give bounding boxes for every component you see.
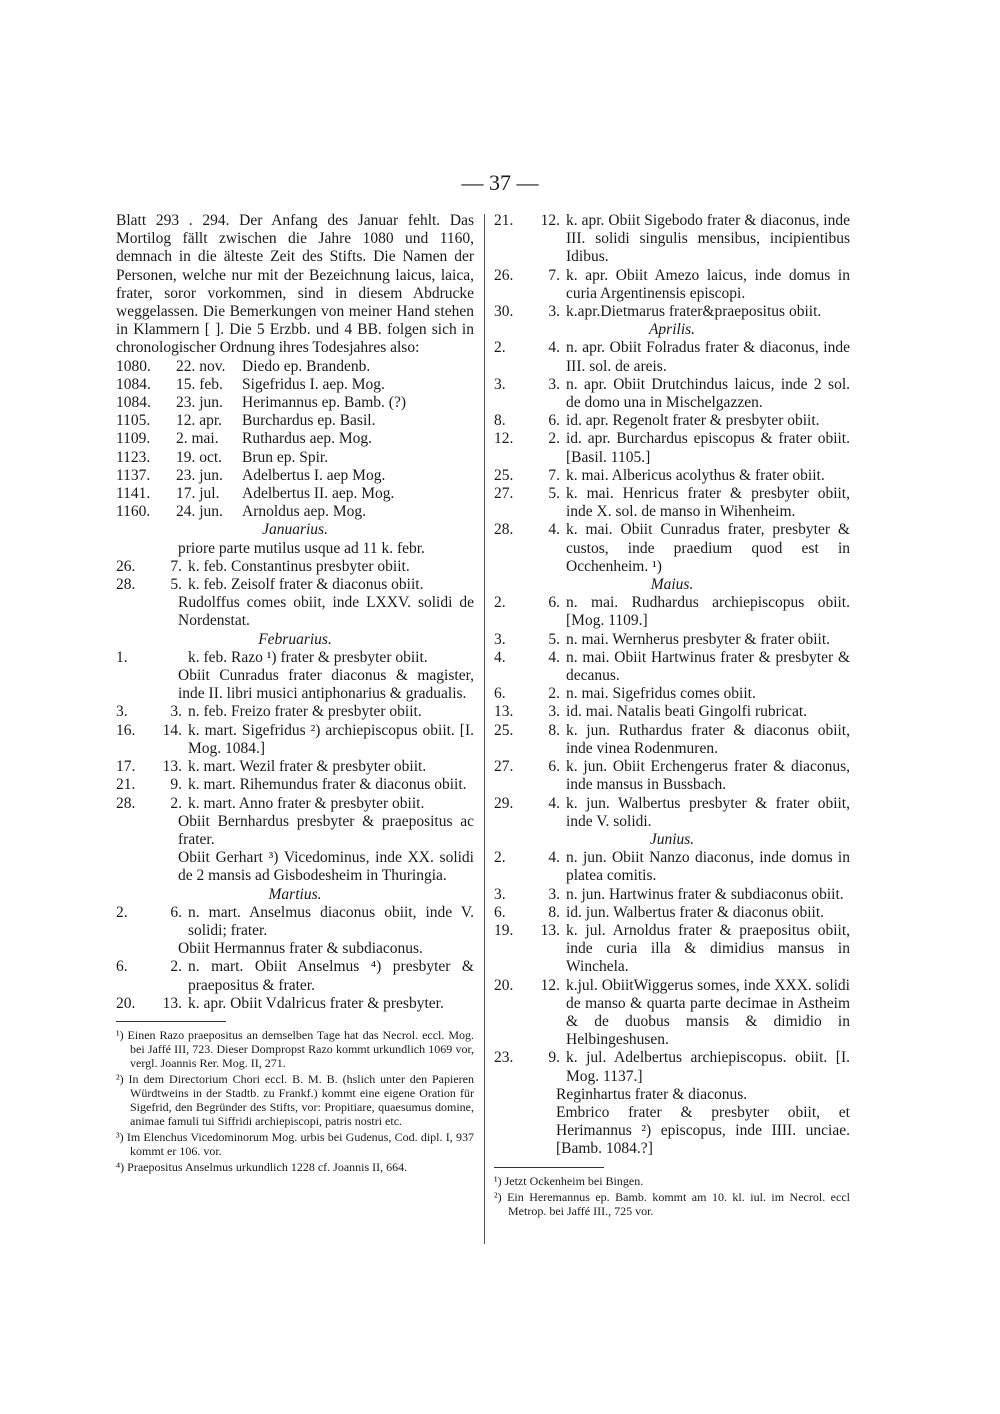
necrology-entry: 28. 5. k. feb. Zeisolf frater & diaconus obiit. bbox=[116, 576, 424, 594]
footnotes-left bbox=[116, 1021, 474, 1174]
entry-continuation: Obiit Bernhardus presbyter & praepositus ac frater. bbox=[178, 812, 474, 848]
necrology-entry: 27. 6. k. jun. Obiit Erchengerus frater & diaconus, inde mansus in Bussbach. bbox=[494, 758, 850, 794]
entry-continuation: Obiit Hermannus frater & subdiaconus. bbox=[178, 940, 423, 958]
column-divider bbox=[484, 214, 485, 1244]
necrology-entry: 2. 4. n. apr. Obiit Folradus frater & diaconus, inde III. sol. de areis. bbox=[494, 339, 850, 375]
necrology-entry: 6. 8. id. jun. Walbertus frater & diaconus obiit. bbox=[494, 903, 825, 921]
necrology-entry: 1. k. feb. Razo ¹) frater & presbyter obiit. bbox=[116, 648, 428, 666]
necrology-entry: 28. 4. k. mai. Obiit Cunradus frater, presbyter & custos, inde praedium quod est in Occhenheim. ¹) bbox=[494, 521, 850, 575]
necrology-entry: 26. 7. k. feb. Constantinus presbyter obiit. bbox=[116, 557, 410, 575]
necrology-entry: 8. 6. id. apr. Regenolt frater & presbyter obiit. bbox=[494, 412, 820, 430]
page-number: — 37 — bbox=[461, 170, 539, 195]
necrology-entry: 28. 2. k. mart. Anno frater & presbyter obiit. bbox=[116, 794, 425, 812]
necrology-entry: 27. 5. k. mai. Henricus frater & presbyter obiit, inde X. sol. de manso in Wihenheim. bbox=[494, 485, 850, 521]
necrology-entry: 2. 6. n. mart. Anselmus diaconus obiit, inde V. solidi; frater. bbox=[116, 903, 474, 939]
footnote: ²) Ein Heremannus ep. Bamb. kommt am 10. kl. iul. im Necrol. eccl Metrop. bei Jaffé III., 725 vor. bbox=[494, 1189, 850, 1218]
necrology-entry: 13. 3. id. mai. Natalis beati Gingolfi rubricat. bbox=[494, 703, 808, 721]
necrology-entry: 25. 7. k. mai. Albericus acolythus & frater obiit. bbox=[494, 466, 825, 484]
footnote: ⁴) Praepositus Anselmus urkundlich 1228 cf. Joannis II, 664. bbox=[116, 1159, 408, 1174]
footnote-rule bbox=[116, 1021, 226, 1022]
necrology-entry: 21. 9. k. mart. Rihemundus frater & diaconus obiit. bbox=[116, 776, 467, 794]
necrology-entry: 4. 4. n. mai. Obiit Hartwinus frater & presbyter & decanus. bbox=[494, 648, 850, 685]
chronology-row: 1109. 2. mai. Ruthardus aep. Mog. bbox=[116, 430, 373, 448]
month-heading-martius: Martius. bbox=[268, 885, 322, 903]
necrology-entry: 30. 3. k.apr.Dietmarus frater&praepositus obiit. bbox=[494, 303, 822, 321]
necrology-entry: 29. 4. k. jun. Walbertus presbyter & frater obiit, inde V. solidi. bbox=[494, 794, 850, 830]
necrology-entry: 12. 2. id. apr. Burchardus episcopus & frater obiit. [Basil. 1105.] bbox=[494, 430, 850, 466]
entry-continuation: Rudolffus comes obiit, inde LXXV. solidi de Nordenstat. bbox=[178, 594, 474, 630]
necrology-entry: 25. 8. k. jun. Ruthardus frater & diaconus obiit, inde vinea Rodenmuren. bbox=[494, 721, 850, 757]
footnote: ²) In dem Directorium Chori eccl. B. M. B. (hslich unter den Papieren Würdtweins in der Stadtb. zu Frankf.) kommt eine eigene Oration für Sigefrid, den Begründer des Stifts, vor: Propitiare, quaesumus domine, animae famuli tui Siffridi archiepiscopi, patris nostri etc. bbox=[116, 1071, 474, 1128]
chronology-row: 1123. 19. oct. Brun ep. Spir. bbox=[116, 448, 329, 466]
necrology-entry: 20. 12. k.jul. ObiitWiggerus somes, inde XXX. solidi de manso & quarta parte decimae in Astheim & de duobus mansis & dimidio in Helbingeshusen. bbox=[494, 976, 850, 1049]
entry-continuation: Reginhartus frater & diaconus. bbox=[556, 1085, 748, 1103]
necrology-entry: 20. 13. k. apr. Obiit Vdalricus frater & presbyter. bbox=[116, 994, 444, 1012]
entry-continuation: Obiit Gerhart ³) Vicedominus, inde XX. solidi de 2 mansis ad Gisbodesheim in Thuringia. bbox=[178, 849, 474, 885]
chronology-row: 1084. 23. jun. Herimannus ep. Bamb. (?) bbox=[116, 394, 406, 412]
footnote: ³) Im Elenchus Vicedominorum Mog. urbis bei Gudenus, Cod. dipl. I, 937 kommt er 106. vor. bbox=[116, 1129, 474, 1158]
necrology-entry: 3. 5. n. mai. Wernherus presbyter & frater obiit. bbox=[494, 630, 831, 648]
necrology-entry: 26. 7. k. apr. Obiit Amezo laicus, inde domus in curia Argentinensis episcopi. bbox=[494, 266, 850, 302]
chronology-row: 1141. 17. jul. Adelbertus II. aep. Mog. bbox=[116, 485, 395, 503]
januarius-note: priore parte mutilus usque ad 11 k. febr. bbox=[178, 539, 425, 557]
chronology-row: 1080. 22. nov. Diedo ep. Brandenb. bbox=[116, 357, 371, 375]
intro-paragraph: Blatt 293 . 294. Der Anfang des Januar fehlt. Das Mortilog fällt zwischen die Jahre 1080 und 1160, demnach in die älteste Zeit des Stifts. Die Namen der Personen, welche nur mit der Bezeichnung laicus, laica, frater, soror vorkommen, sind in diesem Abdrucke weggelassen. Die Bemerkungen von meiner Hand stehen in Klammern [ ]. Die 5 Erzbb. und 4 BB. folgen sich in chronologischer Ordnung ihres Todesjahres also: bbox=[116, 212, 474, 357]
footnotes-right bbox=[494, 1167, 850, 1218]
month-heading-aprilis: Aprilis. bbox=[648, 321, 696, 339]
necrology-entry: 17. 13. k. mart. Wezil frater & presbyter obiit. bbox=[116, 758, 427, 776]
month-heading-maius: Maius. bbox=[650, 576, 694, 594]
necrology-entry: 6. 2. n. mart. Obiit Anselmus ⁴) presbyter & praepositus & frater. bbox=[116, 958, 474, 994]
right-column bbox=[494, 212, 850, 1220]
necrology-entry: 2. 6. n. mai. Rudhardus archiepiscopus obiit. [Mog. 1109.] bbox=[494, 594, 850, 630]
entry-continuation: Obiit Cunradus frater diaconus & magister, inde II. libri musici antiphonarius & gradualis. bbox=[178, 667, 474, 703]
chronology-list bbox=[116, 358, 474, 522]
left-column bbox=[116, 212, 474, 1176]
month-heading-januarius: Januarius. bbox=[262, 521, 328, 539]
necrology-entry: 3. 3. n. jun. Hartwinus frater & subdiaconus obiit. bbox=[494, 885, 844, 903]
necrology-entry: 3. 3. n. apr. Obiit Drutchindus laicus, inde 2 sol. de domo una in Mischelgazzen. bbox=[494, 375, 850, 412]
chronology-row: 1105. 12. apr. Burchardus ep. Basil. bbox=[116, 412, 376, 430]
necrology-entry: 23. 9. k. jul. Adelbertus archiepiscopus. obiit. [I. Mog. 1137.] bbox=[494, 1049, 850, 1085]
necrology-entry: 3. 3. n. feb. Freizo frater & presbyter obiit. bbox=[116, 703, 422, 721]
chronology-row: 1160. 24. jun. Arnoldus aep. Mog. bbox=[116, 503, 366, 521]
necrology-entry: 21. 12. k. apr. Obiit Sigebodo frater & diaconus, inde III. solidi singulis mensibus, incipientibus Idibus. bbox=[494, 212, 850, 266]
footnote-rule bbox=[494, 1167, 604, 1168]
chronology-row: 1084. 15. feb. Sigefridus I. aep. Mog. bbox=[116, 375, 385, 393]
month-heading-junius: Junius. bbox=[649, 830, 695, 848]
necrology-entry: 16. 14. k. mart. Sigefridus ²) archiepiscopus obiit. [I. Mog. 1084.] bbox=[116, 721, 474, 757]
footnote: ¹) Einen Razo praepositus an demselben Tage hat das Necrol. eccl. Mog. bei Jaffé III, 723. Dieser Dompropst Razo kommt urkundlich 1069 vor, vergl. Joannis Rer. Mog. II, 271. bbox=[116, 1027, 474, 1070]
footnote: ¹) Jetzt Ockenheim bei Bingen. bbox=[494, 1173, 644, 1188]
necrology-entry: 2. 4. n. jun. Obiit Nanzo diaconus, inde domus in platea comitis. bbox=[494, 849, 850, 885]
necrology-entry: 19. 13. k. jul. Arnoldus frater & praepositus obiit, inde curia illa & dimidius mansus in Winchela. bbox=[494, 921, 850, 976]
necrology-entry: 6. 2. n. mai. Sigefridus comes obiit. bbox=[494, 685, 756, 703]
month-heading-februarius: Februarius. bbox=[258, 630, 332, 648]
entry-continuation: Embrico frater & presbyter obiit, et Herimannus ²) episcopus, inde IIII. unciae. [Bamb. 1084.?] bbox=[556, 1103, 850, 1158]
chronology-row: 1137. 23. jun. Adelbertus I. aep Mog. bbox=[116, 466, 386, 484]
